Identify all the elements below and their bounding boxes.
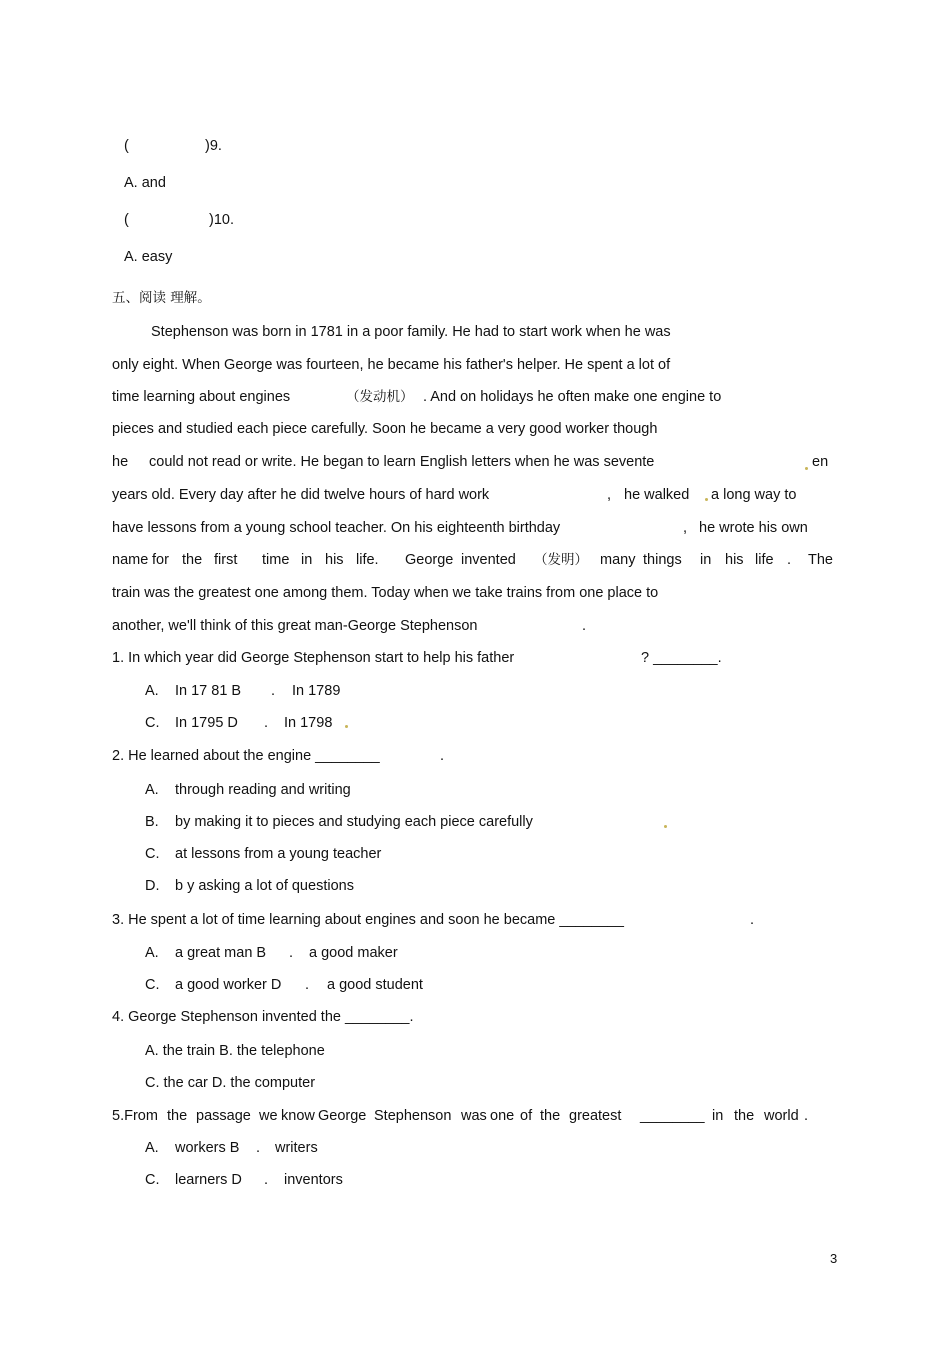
passage-line-10a: another, we'll think of this great man-George Stephenson	[112, 618, 478, 634]
passage-line-5a: he	[112, 454, 129, 470]
question-1-stem: 1. In which year did George Stephenson start to help his father	[112, 650, 515, 666]
q4-options-row: A. the train B. the telephone	[145, 1043, 325, 1059]
q3-option-dot: .	[289, 945, 294, 961]
question-5-stem-w11: greatest	[569, 1108, 622, 1124]
passage-line-4: pieces and studied each piece carefully. Soon he became a very good worker though	[112, 421, 658, 437]
passage-line-6a: years old. Every day after he did twelve hours of hard work	[112, 487, 490, 503]
q5-option-dot: .	[264, 1172, 269, 1188]
q5-option-label: A.	[145, 1140, 159, 1156]
q9-option-a: A. and	[124, 175, 166, 191]
question-5-stem-w7: was	[461, 1108, 487, 1124]
q5-option-label: C.	[145, 1172, 160, 1188]
question-5-stem-w0: 5.From	[112, 1108, 158, 1124]
passage-line-1: Stephenson was born in 1781 in a poor family. He had to start work when he was	[151, 324, 671, 340]
q3-option-text: a great man B	[175, 945, 267, 961]
q2-option-label: D.	[145, 878, 160, 894]
q3-option-text: a good maker	[309, 945, 398, 961]
q3-option-label: C.	[145, 977, 160, 993]
question-4-stem: 4. George Stephenson invented the ________.	[112, 1009, 414, 1025]
passage-line-5c: en	[812, 454, 829, 470]
q5-option-dot: .	[256, 1140, 261, 1156]
q2-option-text: by making it to pieces and studying each piece carefully	[175, 814, 533, 830]
passage-line-3c: . And on holidays he often make one engine to	[423, 389, 722, 405]
passage-line-8-w15: life	[755, 552, 774, 568]
q5-option-text: workers B	[175, 1140, 240, 1156]
passage-line-7c: he wrote his own	[699, 520, 808, 536]
passage-line-8-w17: The	[808, 552, 833, 568]
question-5-stem-w2: passage	[196, 1108, 251, 1124]
q3-option-text: a good student	[327, 977, 423, 993]
q2-option-label: A.	[145, 782, 159, 798]
passage-line-3a: time learning about engines	[112, 389, 291, 405]
question-1-tail: ? ________.	[641, 650, 722, 666]
q1-option-label: C.	[145, 715, 160, 731]
question-5-stem-w15: world	[764, 1108, 799, 1124]
passage-gloss-engine: （发动机）	[346, 389, 414, 405]
question-2-tail: .	[440, 748, 445, 764]
q1-option-dot: .	[271, 683, 276, 699]
q10-option-a: A. easy	[124, 249, 173, 265]
question-5-stem-w6: Stephenson	[374, 1108, 452, 1124]
passage-line-8-w5: in	[301, 552, 313, 568]
passage-line-8-w8: George	[405, 552, 454, 568]
question-5-answer-blank: ________	[640, 1108, 705, 1124]
passage-line-8-w0: name	[112, 552, 149, 568]
q5-option-text: learners D	[175, 1172, 242, 1188]
passage-line-8-w13: in	[700, 552, 712, 568]
q5-option-text: inventors	[284, 1172, 343, 1188]
passage-line-8-w6: his	[325, 552, 344, 568]
passage-line-8-w16: .	[787, 552, 792, 568]
q3-option-dot: .	[305, 977, 310, 993]
q1-option-dot: .	[264, 715, 269, 731]
q2-option-text: through reading and writing	[175, 782, 351, 798]
question-3-tail: .	[750, 912, 755, 928]
passage-line-10b: .	[582, 618, 587, 634]
passage-line-8-w14: his	[725, 552, 744, 568]
q10-open-paren: (	[124, 212, 129, 228]
question-5-stem-w9: of	[520, 1108, 533, 1124]
question-5-stem-w4: know	[281, 1108, 315, 1124]
passage-line-8-w3: first	[214, 552, 238, 568]
passage-line-8-w4: time	[262, 552, 290, 568]
passage-line-8-w9: invented	[461, 552, 516, 568]
question-3-stem: 3. He spent a lot of time learning about engines and soon he became ________	[112, 912, 624, 928]
page-number: 3	[830, 1251, 838, 1266]
passage-line-8-w7: life.	[356, 552, 379, 568]
q1-option-text: In 1795 D	[175, 715, 238, 731]
q3-option-label: A.	[145, 945, 159, 961]
question-5-stem-w3: we	[259, 1108, 278, 1124]
question-5-stem-w14: the	[734, 1108, 755, 1124]
passage-line-6d: a long way to	[711, 487, 797, 503]
passage-line-8-w11: many	[600, 552, 636, 568]
q3-option-text: a good worker D	[175, 977, 282, 993]
q5-option-text: writers	[275, 1140, 318, 1156]
q1-option-text: In 1789	[292, 683, 341, 699]
q2-option-label: B.	[145, 814, 159, 830]
passage-line-5b: could not read or write. He began to learn English letters when he was sevente	[149, 454, 655, 470]
section-title: 五、阅读 理解。	[112, 290, 211, 306]
q9-number: )9.	[205, 138, 222, 154]
speck-mark	[805, 467, 808, 470]
passage-line-6-comma: ,	[607, 487, 612, 503]
passage-gloss-invent: （发明）	[534, 552, 588, 568]
q1-option-text: In 1798	[284, 715, 333, 731]
passage-line-6c: he walked	[624, 487, 690, 503]
question-5-stem-w5: George	[318, 1108, 367, 1124]
q9-open-paren: (	[124, 138, 129, 154]
passage-line-2: only eight. When George was fourteen, he became his father's helper. He spent a lot of	[112, 357, 671, 373]
question-5-stem-w13: in	[712, 1108, 724, 1124]
passage-line-7a: have lessons from a young school teacher. On his eighteenth birthday	[112, 520, 561, 536]
passage-line-8-w12: things	[643, 552, 682, 568]
speck-mark	[345, 725, 348, 728]
question-5-stem-w8: one	[490, 1108, 515, 1124]
question-5-stem-w1: the	[167, 1108, 188, 1124]
q1-option-label: A.	[145, 683, 159, 699]
passage-line-8-w2: the	[182, 552, 203, 568]
passage-line-7-comma: ,	[683, 520, 688, 536]
question-2-stem: 2. He learned about the engine ________	[112, 748, 380, 764]
speck-mark	[664, 825, 667, 828]
q1-option-text: In 17 81 B	[175, 683, 242, 699]
q2-option-text: at lessons from a young teacher	[175, 846, 382, 862]
q2-option-label: C.	[145, 846, 160, 862]
q2-option-text: b y asking a lot of questions	[175, 878, 354, 894]
question-5-stem-w16: .	[804, 1108, 809, 1124]
passage-line-8-w1: for	[152, 552, 169, 568]
speck-mark	[705, 498, 708, 501]
q10-number: )10.	[209, 212, 234, 228]
q4-options-row: C. the car D. the computer	[145, 1075, 316, 1091]
question-5-stem-w10: the	[540, 1108, 561, 1124]
passage-line-9: train was the greatest one among them. Today when we take trains from one place to	[112, 585, 659, 601]
